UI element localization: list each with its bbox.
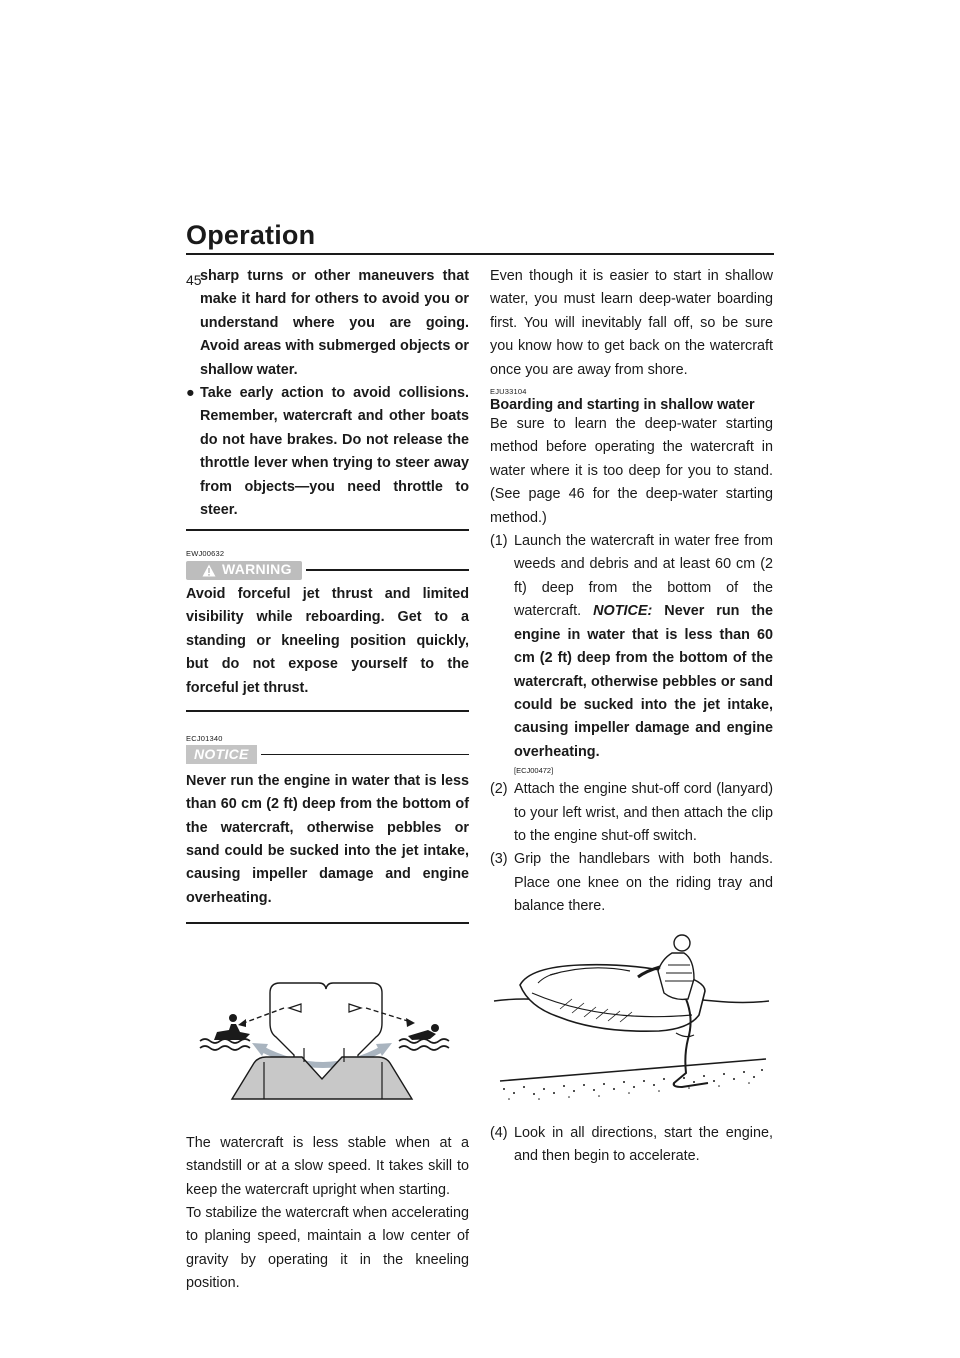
bullet-text: Take early action to avoid collisions. Remember, watercraft and other boats do not have brakes. Do not release the throttle lever when trying to steer away from objects—you need throttle to steer.: [200, 385, 469, 519]
step-text: Look in all directions, start the engine, and then begin to accelerate.: [514, 1124, 773, 1164]
section-heading: Boarding and starting in shallow water: [490, 397, 755, 414]
continued-warning-text: sharp turns or other maneuvers that make it hard for others to avoid you or understand where you are going. Avoid areas with submerged objects or shallow water.: [200, 268, 469, 378]
swimmer-icon: [408, 1030, 436, 1040]
notice-code: ECJ01340: [186, 733, 223, 743]
warning-continuation: [186, 265, 469, 531]
step-text: Attach the engine shut-off cord (lanyard) to your left wrist, and then attach the clip to the engine shut-off switch.: [514, 781, 773, 844]
step-item: [490, 778, 773, 848]
inline-notice-text: Never run the engine in water that is less than 60 cm (2 ft) deep from the bottom of the watercraft, otherwise pebbles or sand could be sucked into the jet intake, causing impeller damage and engine overheating.: [514, 603, 773, 760]
warning-box-end-rule: [186, 710, 469, 712]
step-text: Launch the watercraft in water free from weeds and debris and at least 60 cm (2 ft) deep from the bottom of the watercraft.: [514, 533, 773, 620]
step-number: (4): [490, 1124, 508, 1141]
rider-life-vest: [658, 953, 694, 999]
step-item: [490, 1122, 773, 1169]
header-rule: [186, 253, 774, 255]
left-column: [186, 265, 469, 1296]
notice-label-row: [186, 744, 469, 766]
warning-triangle-icon: [202, 564, 216, 577]
rider-visibility-diagram: [186, 944, 469, 1104]
notice-label-rule: [261, 754, 469, 756]
step-item: [490, 530, 773, 778]
steps-list: [490, 530, 773, 919]
inline-notice-label: NOTICE:: [593, 603, 653, 620]
notice-text: Never run the engine in water that is less than 60 cm (2 ft) deep from the bottom of the watercraft, otherwise pebbles or sand could be sucked into the jet intake, causing impeller damage and engine overheating.: [186, 772, 469, 906]
notice-box-end-rule: [186, 922, 469, 924]
warning-label-rule: [306, 569, 469, 571]
inline-notice-code: [ECJ00472]: [514, 766, 554, 776]
bullet-item: [186, 382, 469, 522]
warning-label-text: WARNING: [222, 561, 292, 578]
section-code: EJU33104: [490, 387, 527, 397]
warning-box: [186, 549, 469, 712]
warning-text: Avoid forceful jet thrust and limited visibility while reboarding. Get to a standing or kneeling position quickly, but do not expose yourself to the forceful jet thrust.: [186, 586, 469, 696]
page-title: Operation: [186, 220, 316, 250]
warning-label-row: [186, 559, 469, 581]
boarding-illustration: [490, 933, 773, 1108]
notice-box: [186, 734, 469, 924]
warning-code: EWJ00632: [186, 549, 225, 559]
shallow-water-boarding-diagram: [490, 933, 773, 1108]
steps-list-continued: [490, 1122, 773, 1169]
step-item: [490, 848, 773, 918]
intro-paragraph: Even though it is easier to start in shallow water, you must learn deep-water boarding first. You will inevitably fall off, so be sure you know how to get back on the watercraft once you are away from shore.: [490, 268, 773, 378]
section-intro: Be sure to learn the deep-water starting method before operating the watercraft in water where it is too deep for you to stand. (See page 46 for the deep-water starting method.): [490, 416, 773, 526]
kneeling-paragraph: To stabilize the watercraft when accelerating to planing speed, maintain a low center of gravity by operating it in the kneeling position.: [186, 1204, 469, 1292]
bullet-icon: ●: [186, 385, 195, 402]
rider-head: [674, 935, 690, 951]
step-text: Grip the handlebars with both hands. Place one knee on the riding tray and balance there.: [514, 851, 773, 915]
step-number: (3): [490, 851, 508, 868]
notice-label: NOTICE: [186, 745, 257, 764]
step-number: (1): [490, 533, 508, 550]
stability-paragraph: The watercraft is less stable when at a standstill or at a slow speed. It takes skill to keep the watercraft upright when starting.: [186, 1134, 469, 1198]
seabed-gravel: [503, 1069, 763, 1100]
step-number: (2): [490, 781, 508, 798]
warning-end-rule: [186, 529, 469, 531]
visibility-illustration: [186, 944, 469, 1104]
warning-label: [186, 561, 302, 580]
right-column: [490, 265, 773, 1168]
page-number: 45: [186, 272, 202, 288]
